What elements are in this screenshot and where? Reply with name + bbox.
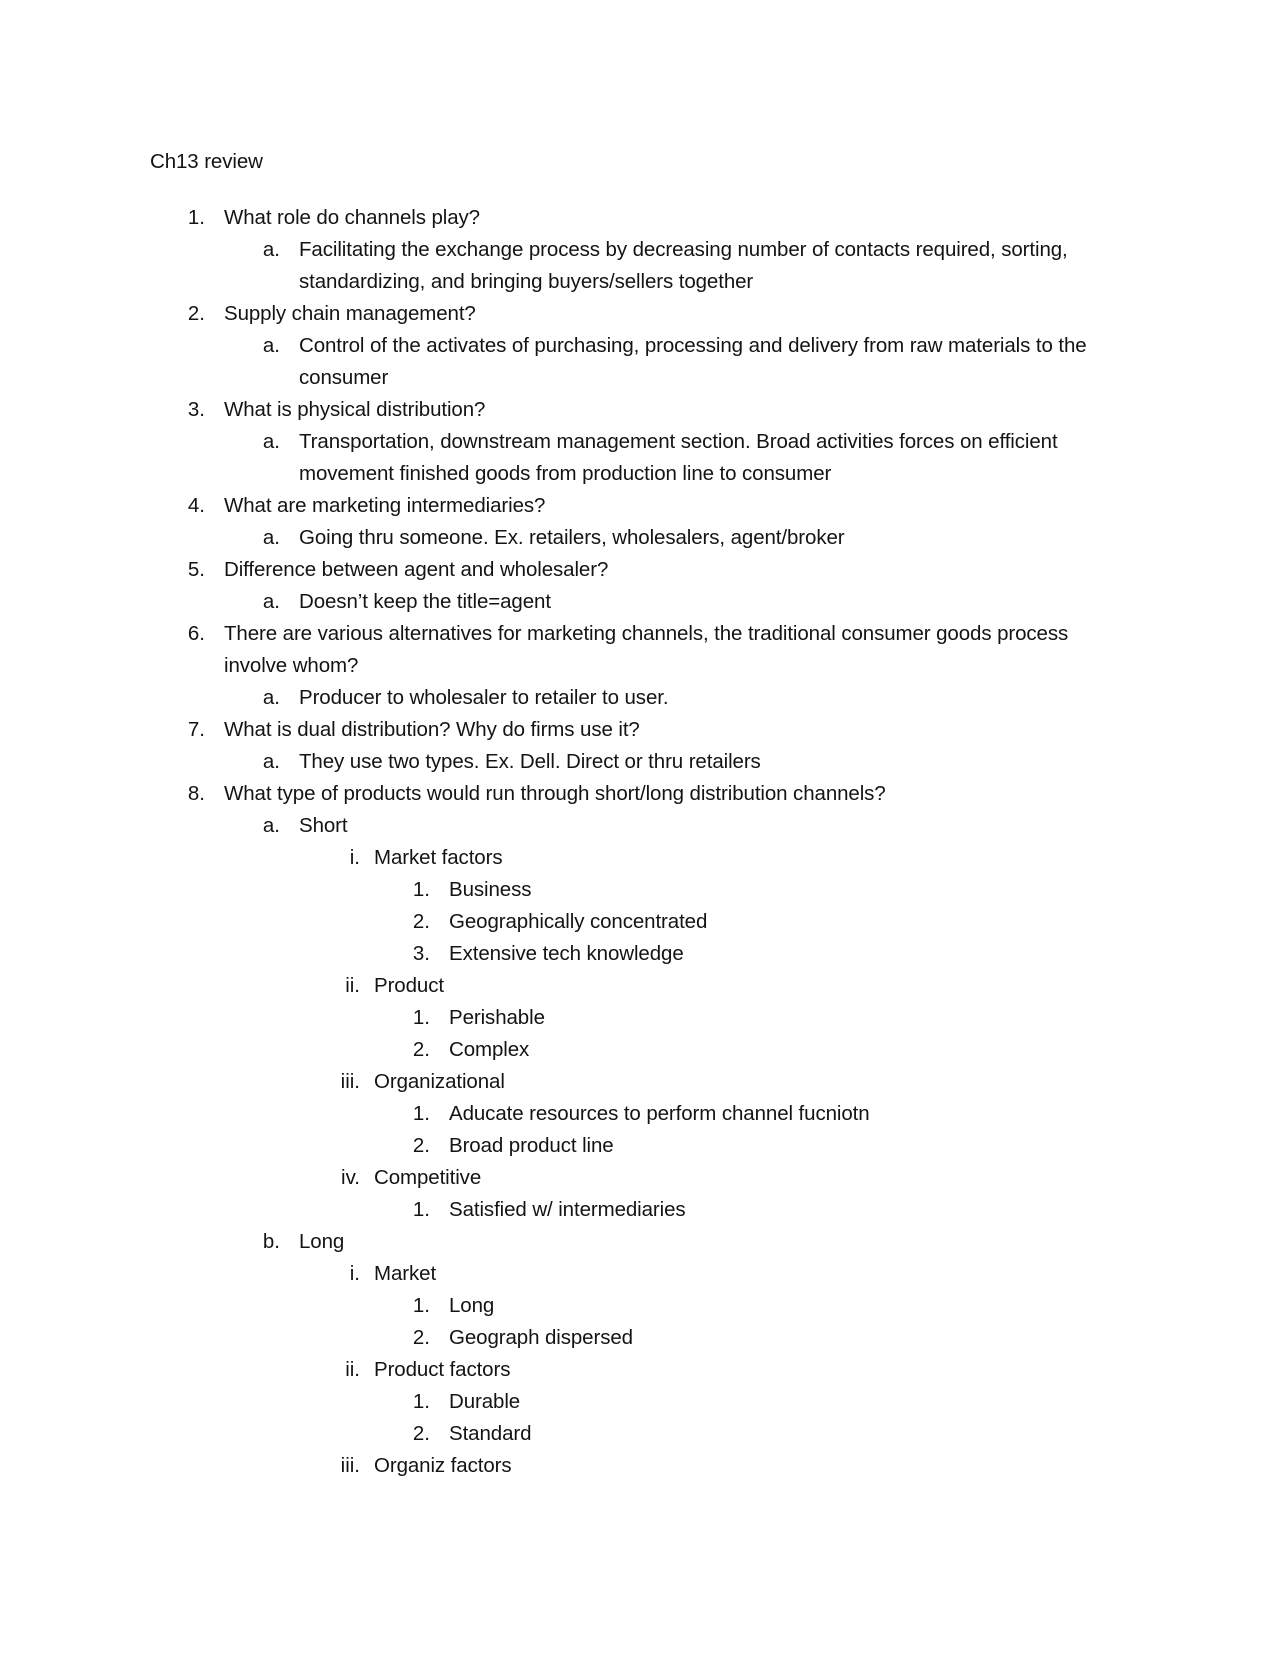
list-marker: a. <box>262 814 280 837</box>
list-marker: a. <box>262 686 280 709</box>
list-marker: 7. <box>187 718 205 741</box>
answer-text: Control of the activates of purchasing, processing and delivery from raw materials to the <box>299 334 1087 357</box>
list-item-text: Long <box>449 1294 495 1317</box>
list-item-text: Perishable <box>449 1006 545 1029</box>
list-item-text: Competitive <box>374 1166 482 1189</box>
list-marker: 1. <box>412 1390 430 1413</box>
list-item-text: Broad product line <box>449 1134 614 1157</box>
page-title: Ch13 review <box>150 150 263 173</box>
list-marker: b. <box>262 1230 280 1253</box>
answer-text: Long <box>299 1230 345 1253</box>
list-marker: 2. <box>412 1134 430 1157</box>
list-marker: 2. <box>412 1422 430 1445</box>
list-marker: iii. <box>340 1070 360 1093</box>
list-item-text: Organiz factors <box>374 1454 512 1477</box>
list-marker: 2. <box>187 302 205 325</box>
answer-text: Facilitating the exchange process by decreasing number of contacts required, sorting, <box>299 238 1068 261</box>
question-text: Difference between agent and wholesaler? <box>224 558 609 581</box>
list-marker: 2. <box>412 910 430 933</box>
list-marker: a. <box>262 526 280 549</box>
list-marker: ii. <box>345 974 360 997</box>
list-marker: i. <box>349 846 360 869</box>
question-text: What role do channels play? <box>224 206 480 229</box>
answer-text: They use two types. Ex. Dell. Direct or thru retailers <box>299 750 761 773</box>
question-text: What is dual distribution? Why do firms use it? <box>224 718 640 741</box>
list-item-text: Standard <box>449 1422 532 1445</box>
question-text: What are marketing intermediaries? <box>224 494 546 517</box>
list-marker: ii. <box>345 1358 360 1381</box>
list-item-text: Geographically concentrated <box>449 910 708 933</box>
answer-text: Producer to wholesaler to retailer to user. <box>299 686 669 709</box>
list-marker: iii. <box>340 1454 360 1477</box>
list-marker: i. <box>349 1262 360 1285</box>
list-marker: 4. <box>187 494 205 517</box>
list-item-text: Product <box>374 974 444 997</box>
list-item-text: Market factors <box>374 846 503 869</box>
list-item-text: Durable <box>449 1390 521 1413</box>
list-marker: a. <box>262 590 280 613</box>
list-item-text: Market <box>374 1262 437 1285</box>
answer-text-continued: consumer <box>299 366 389 389</box>
list-marker: a. <box>262 750 280 773</box>
list-marker: a. <box>262 334 280 357</box>
list-item-text: Business <box>449 878 532 901</box>
answer-text: Doesn’t keep the title=agent <box>299 590 551 613</box>
list-marker: 3. <box>187 398 205 421</box>
list-item-text: Aducate resources to perform channel fucniotn <box>449 1102 870 1125</box>
list-marker: 1. <box>412 1102 430 1125</box>
list-marker: iv. <box>341 1166 360 1189</box>
question-text: What type of products would run through short/long distribution channels? <box>224 782 886 805</box>
question-text: What is physical distribution? <box>224 398 486 421</box>
answer-text: Going thru someone. Ex. retailers, wholesalers, agent/broker <box>299 526 845 549</box>
list-marker: a. <box>262 430 280 453</box>
list-item-text: Complex <box>449 1038 530 1061</box>
list-marker: 6. <box>187 622 205 645</box>
list-marker: 8. <box>187 782 205 805</box>
question-text-continued: involve whom? <box>224 654 359 677</box>
answer-text-continued: movement finished goods from production line to consumer <box>299 462 832 485</box>
list-marker: 2. <box>412 1326 430 1349</box>
list-marker: 3. <box>412 942 430 965</box>
question-text: Supply chain management? <box>224 302 476 325</box>
list-item-text: Satisfied w/ intermediaries <box>449 1198 686 1221</box>
list-marker: 1. <box>187 206 205 229</box>
list-item-text: Extensive tech knowledge <box>449 942 684 965</box>
list-item-text: Product factors <box>374 1358 511 1381</box>
list-marker: 2. <box>412 1038 430 1061</box>
answer-text: Transportation, downstream management section. Broad activities forces on efficient <box>299 430 1058 453</box>
answer-text-continued: standardizing, and bringing buyers/sellers together <box>299 270 754 293</box>
list-marker: 1. <box>412 1006 430 1029</box>
list-marker: 5. <box>187 558 205 581</box>
question-text: There are various alternatives for marketing channels, the traditional consumer goods process <box>224 622 1069 645</box>
list-marker: 1. <box>412 878 430 901</box>
list-item-text: Organizational <box>374 1070 505 1093</box>
list-item-text: Geograph dispersed <box>449 1326 633 1349</box>
answer-text: Short <box>299 814 348 837</box>
list-marker: a. <box>262 238 280 261</box>
list-marker: 1. <box>412 1294 430 1317</box>
list-marker: 1. <box>412 1198 430 1221</box>
